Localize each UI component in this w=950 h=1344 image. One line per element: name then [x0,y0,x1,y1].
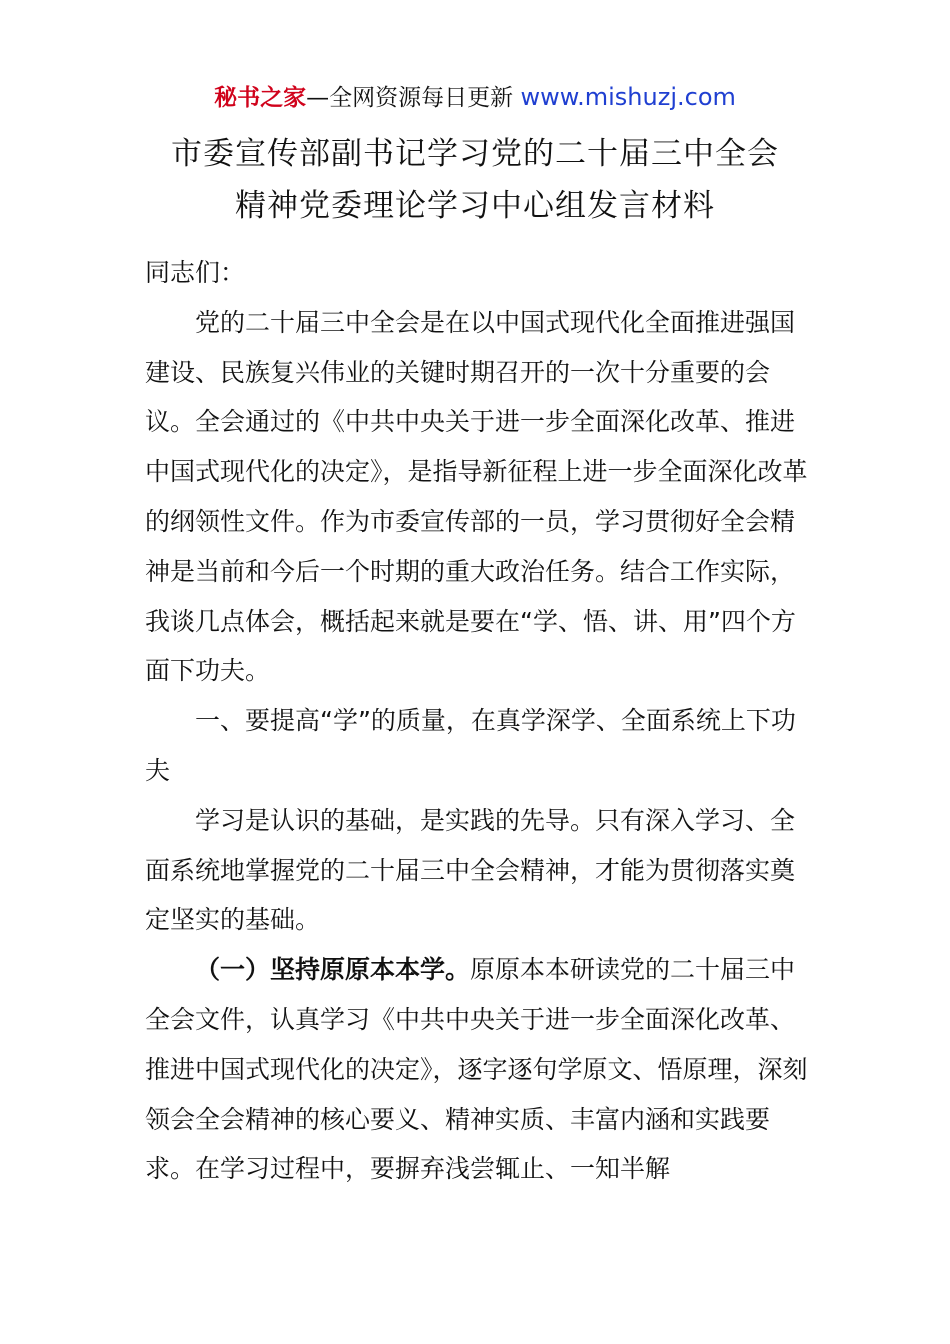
paragraph-learning-basis: 学习是认识的基础，是实践的先导。只有深入学习、全面系统地掌握党的二十届三中全会精神，才能为贯彻落实奠定坚实的基础。 [145,805,796,935]
subheading-lead: （一）坚持原原本本学。 [195,955,471,985]
section-heading-1: 一、要提高“学”的质量，在真学深学、全面系统上下功夫 [145,706,796,785]
site-url-link[interactable]: www.mishuzj.com [520,83,736,111]
site-header [0,82,950,113]
document-title [0,128,950,232]
paragraph-study-original [145,945,810,1194]
brand-name: 秘书之家 [214,85,307,111]
paragraph-intro: 党的二十届三中全会是在以中国式现代化全面推进强国建设、民族复兴伟业的关键时期召开的一次十分重要的会议。全会通过的《中共中央关于进一步全面深化改革、推进中国式现代化的决定》，是指导新征程上进一步全面深化改革的纲领性文件。作为市委宣传部的一员，学习贯彻好全会精神是当前和今后一个时期的重大政治任务。结合工作实际，我谈几点体会，概括起来就是要在“学、悟、讲、用”四个方面下功夫。 [145,307,808,686]
paragraph-study-original-text: 原原本本研读党的二十届三中全会文件，认真学习《中共中央关于进一步全面深化改革、推进中国式现代化的决定》，逐字逐句学原文、悟原理，深刻领会全会精神的核心要义、精神实质、丰富内涵和实践要求。在学习过程中，要摒弃浅尝辄止、一知半解 [145,955,808,1184]
document-body [145,248,810,1194]
title-line-2: 精神党委理论学习中心组发言材料 [235,188,715,224]
salutation: 同志们： [145,258,246,287]
header-tagline: —全网资源每日更新 [306,85,521,111]
title-line-1: 市委宣传部副书记学习党的二十届三中全会 [171,136,779,172]
